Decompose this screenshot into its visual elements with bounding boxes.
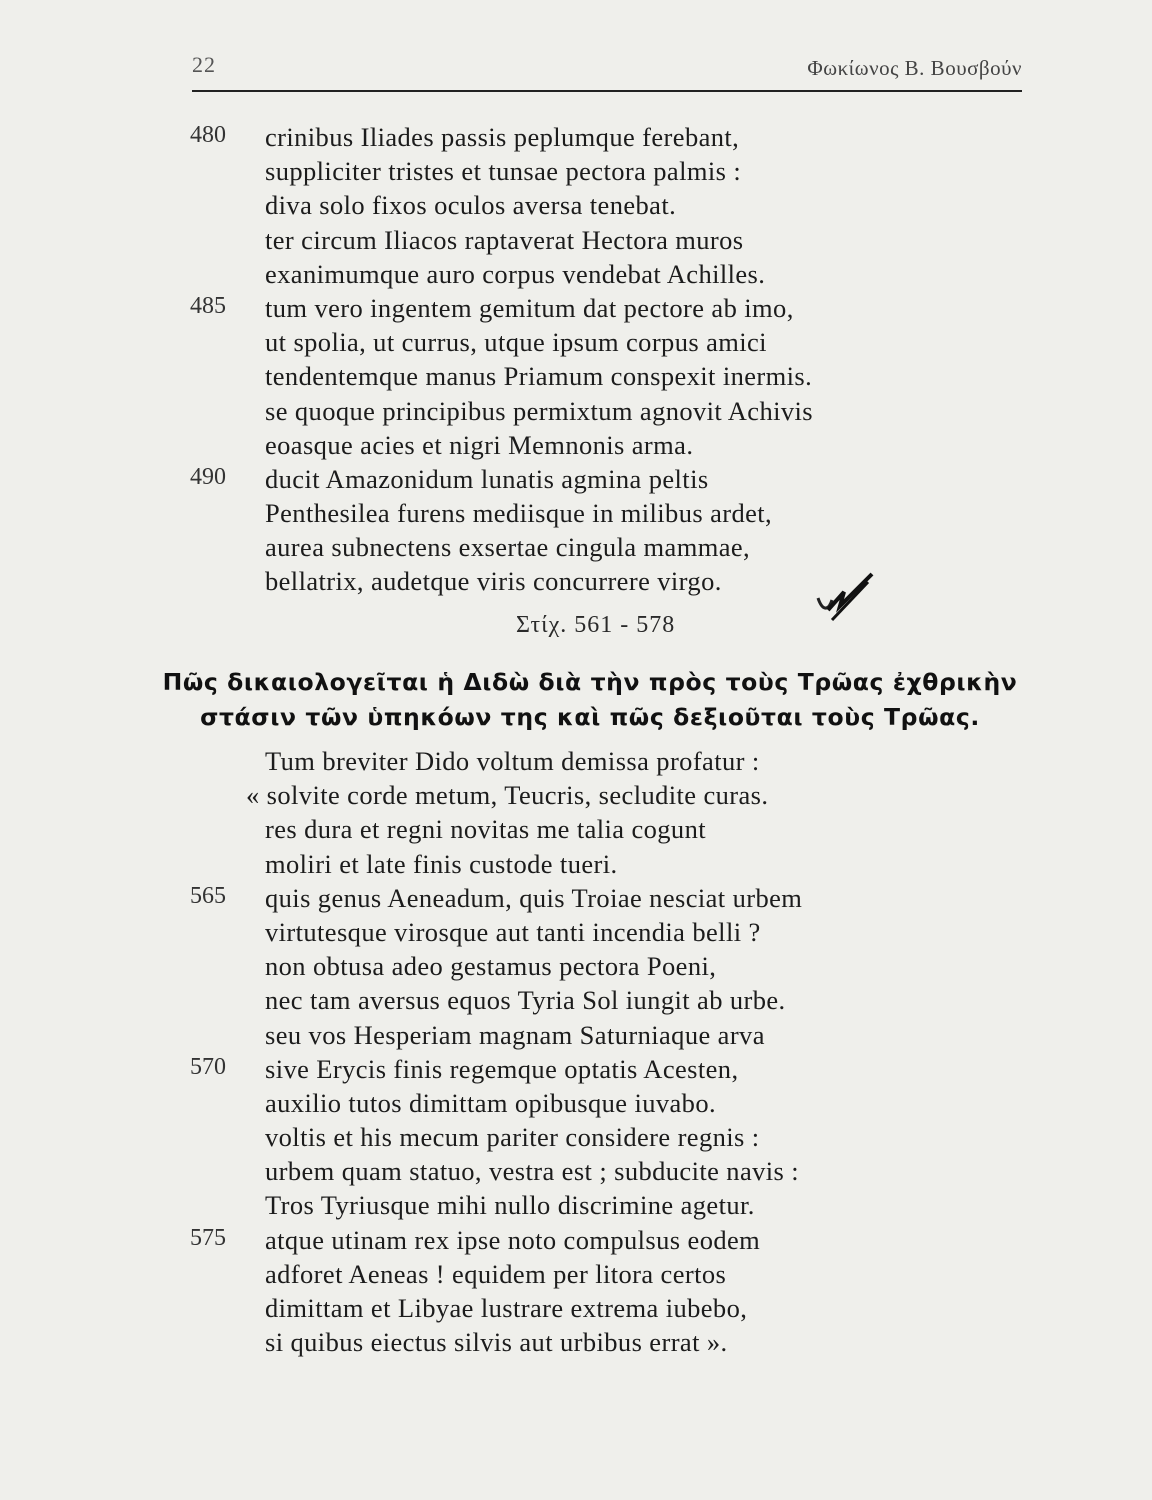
verse-text: diva solo fixos oculos aversa tenebat. xyxy=(265,190,677,221)
line-number: 480 xyxy=(190,122,226,148)
verse-text: virtutesque virosque aut tanti incendia belli ? xyxy=(265,916,761,947)
verse-text: Tros Tyriusque mihi nullo discrimine agetur. xyxy=(265,1190,755,1221)
verse-text: ut spolia, ut currus, utque ipsum corpus amici xyxy=(265,327,767,358)
verse-text: urbem quam statuo, vestra est ; subducite navis : xyxy=(265,1156,800,1187)
verse-text: quis genus Aeneadum, quis Troiae nesciat urbem xyxy=(265,882,803,913)
line-number: 565 xyxy=(190,882,226,909)
verse-text: ter circum Iliacos raptaverat Hectora muros xyxy=(265,224,744,255)
line-number: 485 xyxy=(190,292,226,319)
line-number: 490 xyxy=(190,463,226,490)
header-rule xyxy=(192,90,1022,92)
verse-text: non obtusa adeo gestamus pectora Poeni, xyxy=(265,951,717,982)
verse-text: adforet Aeneas ! equidem per litora certos xyxy=(265,1258,727,1289)
verse-text: eoasque acies et nigri Memnonis arma. xyxy=(265,429,694,460)
handwritten-check-mark xyxy=(810,570,880,630)
verse-text: atque utinam rex ipse noto compulsus eodem xyxy=(265,1224,761,1255)
verse-text: aurea subnectens exsertae cingula mammae, xyxy=(265,532,751,563)
verse-text: tendentemque manus Priamum conspexit inermis. xyxy=(265,361,813,392)
verse-text: sive Erycis finis regemque optatis Acesten, xyxy=(265,1053,739,1084)
line-number: 570 xyxy=(190,1053,226,1080)
verse-text: Tum breviter Dido voltum demissa profatur : xyxy=(265,746,760,776)
verse-text: bellatrix, audetque viris concurrere virgo. xyxy=(265,566,722,597)
verse-text: crinibus Iliades passis peplumque ferebant, xyxy=(265,122,740,152)
verse-text: ducit Amazonidum lunatis agmina peltis xyxy=(265,463,709,494)
section-heading-line-1: Πῶς δικαιολογεῖται ἡ Διδὼ διὰ τὴν πρὸς τοὺς Τρῶας ἐχθρικὴν xyxy=(162,668,1018,696)
line-number: 575 xyxy=(190,1224,226,1251)
verse-text: si quibus eiectus silvis aut urbibus errat ». xyxy=(265,1327,728,1358)
verse-text: Penthesilea furens mediisque in milibus ardet, xyxy=(265,498,773,529)
verse-text: tum vero ingentem gemitum dat pectore ab imo, xyxy=(265,292,794,323)
verse-text: moliri et late finis custode tueri. xyxy=(265,848,618,879)
running-head: Φωκίωνος Β. Βουσβούν xyxy=(807,56,1022,80)
verse-text: auxilio tutos dimittam opibusque iuvabo. xyxy=(265,1087,717,1118)
page-number: 22 xyxy=(192,52,216,77)
verse-text: se quoque principibus permixtum agnovit Achivis xyxy=(265,395,813,426)
verse-text: voltis et his mecum pariter considere regnis : xyxy=(265,1122,760,1153)
verse-text: suppliciter tristes et tunsae pectora palmis : xyxy=(265,156,742,187)
section-heading-line-2: στάσιν τῶν ὑπηκόων της καὶ πῶς δεξιοῦται τοὺς Τρῶας. xyxy=(200,703,980,731)
verse-text: nec tam aversus equos Tyria Sol iungit ab urbe. xyxy=(265,985,786,1016)
page-header xyxy=(192,52,1022,90)
verse-text: dimittam et Libyae lustrare extrema iubebo, xyxy=(265,1293,748,1323)
verse-text: « solvite corde metum, Teucris, secludite curas. xyxy=(246,780,769,811)
verse-range-reference: Στίχ. 561 - 578 xyxy=(516,612,676,638)
verse-text: exanimumque auro corpus vendebat Achilles. xyxy=(265,258,766,289)
verse-text: seu vos Hesperiam magnam Saturniaque arva xyxy=(265,1019,765,1050)
verse-text: res dura et regni novitas me talia cogunt xyxy=(265,814,706,845)
